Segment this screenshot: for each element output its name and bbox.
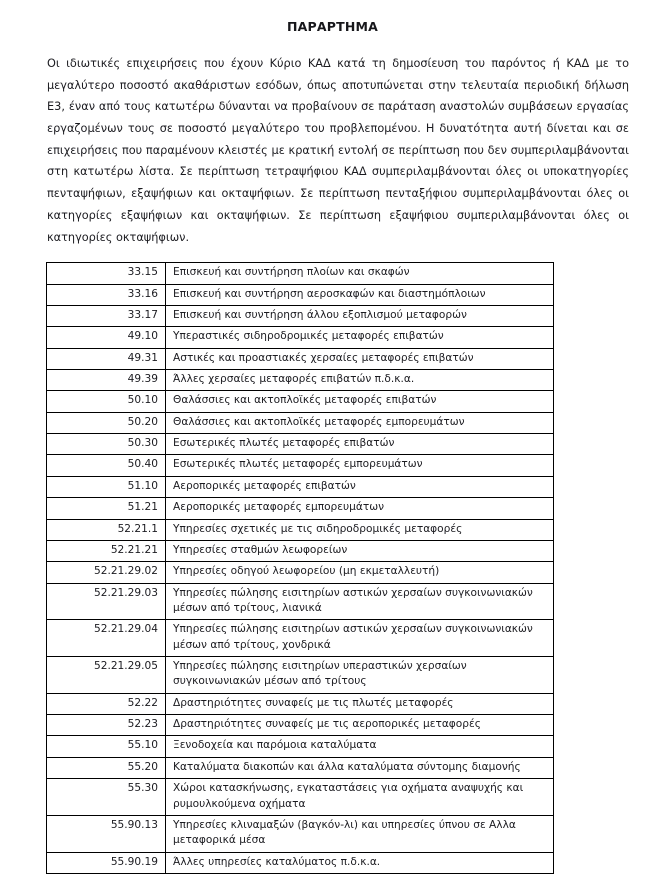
kad-description-cell: Εσωτερικές πλωτές μεταφορές επιβατών <box>166 434 554 455</box>
table-row <box>47 736 554 757</box>
kad-code-cell: 50.30 <box>47 434 166 455</box>
kad-code-cell: 33.16 <box>47 284 166 305</box>
intro-paragraph: Οι ιδιωτικές επιχειρήσεις που έχουν Κύριο ΚΑΔ κατά τη δημοσίευση του παρόντος ή ΚΑΔ με το μεγαλύτερο ποσοστό ακαθάριστων εσόδων, όπως αποτυπώνεται στην τελευταία περιοδική δήλωση Ε3, έναν από τους κατωτέρω δύνανται να προβαίνουν σε παράταση αναστολών συμβάσεων εργασίας εργαζομένων τους σε ποσοστό μεγαλύτερο του προβλεπομένου. Η δυνατότητα αυτή δίνεται και σε επιχειρήσεις που παραμένουν κλειστές με κρατική εντολή σε περίπτωση που δεν συμπεριλαμβάνονται στη κατωτέρω λίστα. Σε περίπτωση τετραψήφιου ΚΑΔ συμπεριλαμβάνονται όλες οι υποκατηγορίες πενταψήφιων, εξαψήφιων και οκταψήφιων. Σε περίπτωση πενταξήφιου συμπεριλαμβάνονται όλες οι κατηγορίες εξαψήφιων και οκταψήφιων. Σε περίπτωση εξαψήφιου συμπεριλαμβάνονται όλες οι κατηγορίες οκταψήφιων. <box>47 57 629 244</box>
table-row <box>47 305 554 326</box>
kad-description-cell: Υπηρεσίες πώλησης εισιτηρίων αστικών χερσαίων συγκοινωνιακών μέσων από τρίτους, χονδρικά <box>166 620 554 657</box>
kad-code-cell: 52.21.21 <box>47 540 166 561</box>
kad-code-cell: 52.21.29.02 <box>47 562 166 583</box>
kad-description-cell: Άλλες υπηρεσίες καταλύματος π.δ.κ.α. <box>166 852 554 873</box>
kad-code-cell: 55.90.13 <box>47 815 166 852</box>
kad-table-container <box>0 248 665 874</box>
table-row <box>47 657 554 694</box>
kad-description-cell: Θαλάσσιες και ακτοπλοϊκές μεταφορές επιβατών <box>166 391 554 412</box>
table-row <box>47 391 554 412</box>
kad-code-cell: 33.15 <box>47 263 166 284</box>
table-row <box>47 583 554 620</box>
kad-description-cell: Επισκευή και συντήρηση αεροσκαφών και διαστημόπλοιων <box>166 284 554 305</box>
kad-code-cell: 33.17 <box>47 305 166 326</box>
kad-code-cell: 49.10 <box>47 327 166 348</box>
table-row <box>47 815 554 852</box>
kad-description-cell: Υπηρεσίες οδηγού λεωφορείου (μη εκμεταλλευτή) <box>166 562 554 583</box>
table-row <box>47 779 554 816</box>
table-row <box>47 562 554 583</box>
kad-description-cell: Υπηρεσίες σταθμών λεωφορείων <box>166 540 554 561</box>
kad-table-body <box>47 263 554 874</box>
table-row <box>47 284 554 305</box>
kad-code-cell: 55.90.19 <box>47 852 166 873</box>
kad-description-cell: Αστικές και προαστιακές χερσαίες μεταφορές επιβατών <box>166 348 554 369</box>
table-row <box>47 620 554 657</box>
kad-description-cell: Υπεραστικές σιδηροδρομικές μεταφορές επιβατών <box>166 327 554 348</box>
table-row <box>47 519 554 540</box>
kad-code-cell: 51.21 <box>47 498 166 519</box>
table-row <box>47 540 554 561</box>
kad-description-cell: Δραστηριότητες συναφείς με τις πλωτές μεταφορές <box>166 693 554 714</box>
table-row <box>47 715 554 736</box>
kad-code-cell: 50.20 <box>47 412 166 433</box>
table-row <box>47 412 554 433</box>
table-row <box>47 455 554 476</box>
table-row <box>47 434 554 455</box>
table-row <box>47 498 554 519</box>
kad-description-cell: Καταλύματα διακοπών και άλλα καταλύματα σύντομης διαμονής <box>166 757 554 778</box>
kad-table <box>46 262 554 874</box>
table-row <box>47 852 554 873</box>
kad-description-cell: Υπηρεσίες κλιναμαξών (βαγκόν-λι) και υπηρεσίες ύπνου σε Αλλα μεταφορικά μέσα <box>166 815 554 852</box>
kad-description-cell: Εσωτερικές πλωτές μεταφορές εμπορευμάτων <box>166 455 554 476</box>
kad-code-cell: 52.23 <box>47 715 166 736</box>
kad-description-cell: Επισκευή και συντήρηση άλλου εξοπλισμού μεταφορών <box>166 305 554 326</box>
kad-description-cell: Δραστηριότητες συναφείς με τις αεροπορικές μεταφορές <box>166 715 554 736</box>
kad-description-cell: Χώροι κατασκήνωσης, εγκαταστάσεις για οχήματα αναψυχής και ρυμουλκούμενα οχήματα <box>166 779 554 816</box>
kad-description-cell: Άλλες χερσαίες μεταφορές επιβατών π.δ.κ.α. <box>166 369 554 390</box>
kad-code-cell: 55.20 <box>47 757 166 778</box>
kad-code-cell: 52.22 <box>47 693 166 714</box>
kad-code-cell: 49.31 <box>47 348 166 369</box>
kad-description-cell: Υπηρεσίες πώλησης εισιτηρίων αστικών χερσαίων συγκοινωνιακών μέσων από τρίτους, λιανικά <box>166 583 554 620</box>
table-row <box>47 263 554 284</box>
table-row <box>47 369 554 390</box>
kad-code-cell: 55.10 <box>47 736 166 757</box>
kad-description-cell: Θαλάσσιες και ακτοπλοϊκές μεταφορές εμπορευμάτων <box>166 412 554 433</box>
kad-code-cell: 52.21.29.05 <box>47 657 166 694</box>
kad-code-cell: 52.21.1 <box>47 519 166 540</box>
kad-code-cell: 50.40 <box>47 455 166 476</box>
table-row <box>47 327 554 348</box>
table-row <box>47 693 554 714</box>
kad-code-cell: 49.39 <box>47 369 166 390</box>
kad-description-cell: Υπηρεσίες πώλησης εισιτηρίων υπεραστικών χερσαίων συγκοινωνιακών μέσων από τρίτους <box>166 657 554 694</box>
page-title: ΠΑΡΑΡΤΗΜΑ <box>286 19 379 34</box>
kad-description-cell: Υπηρεσίες σχετικές με τις σιδηροδρομικές μεταφορές <box>166 519 554 540</box>
kad-description-cell: Αεροπορικές μεταφορές εμπορευμάτων <box>166 498 554 519</box>
kad-code-cell: 50.10 <box>47 391 166 412</box>
kad-description-cell: Ξενοδοχεία και παρόμοια καταλύματα <box>166 736 554 757</box>
kad-code-cell: 52.21.29.04 <box>47 620 166 657</box>
kad-code-cell: 51.10 <box>47 476 166 497</box>
kad-description-cell: Επισκευή και συντήρηση πλοίων και σκαφών <box>166 263 554 284</box>
table-row <box>47 476 554 497</box>
table-row <box>47 348 554 369</box>
table-row <box>47 757 554 778</box>
kad-description-cell: Αεροπορικές μεταφορές επιβατών <box>166 476 554 497</box>
kad-code-cell: 55.30 <box>47 779 166 816</box>
kad-code-cell: 52.21.29.03 <box>47 583 166 620</box>
